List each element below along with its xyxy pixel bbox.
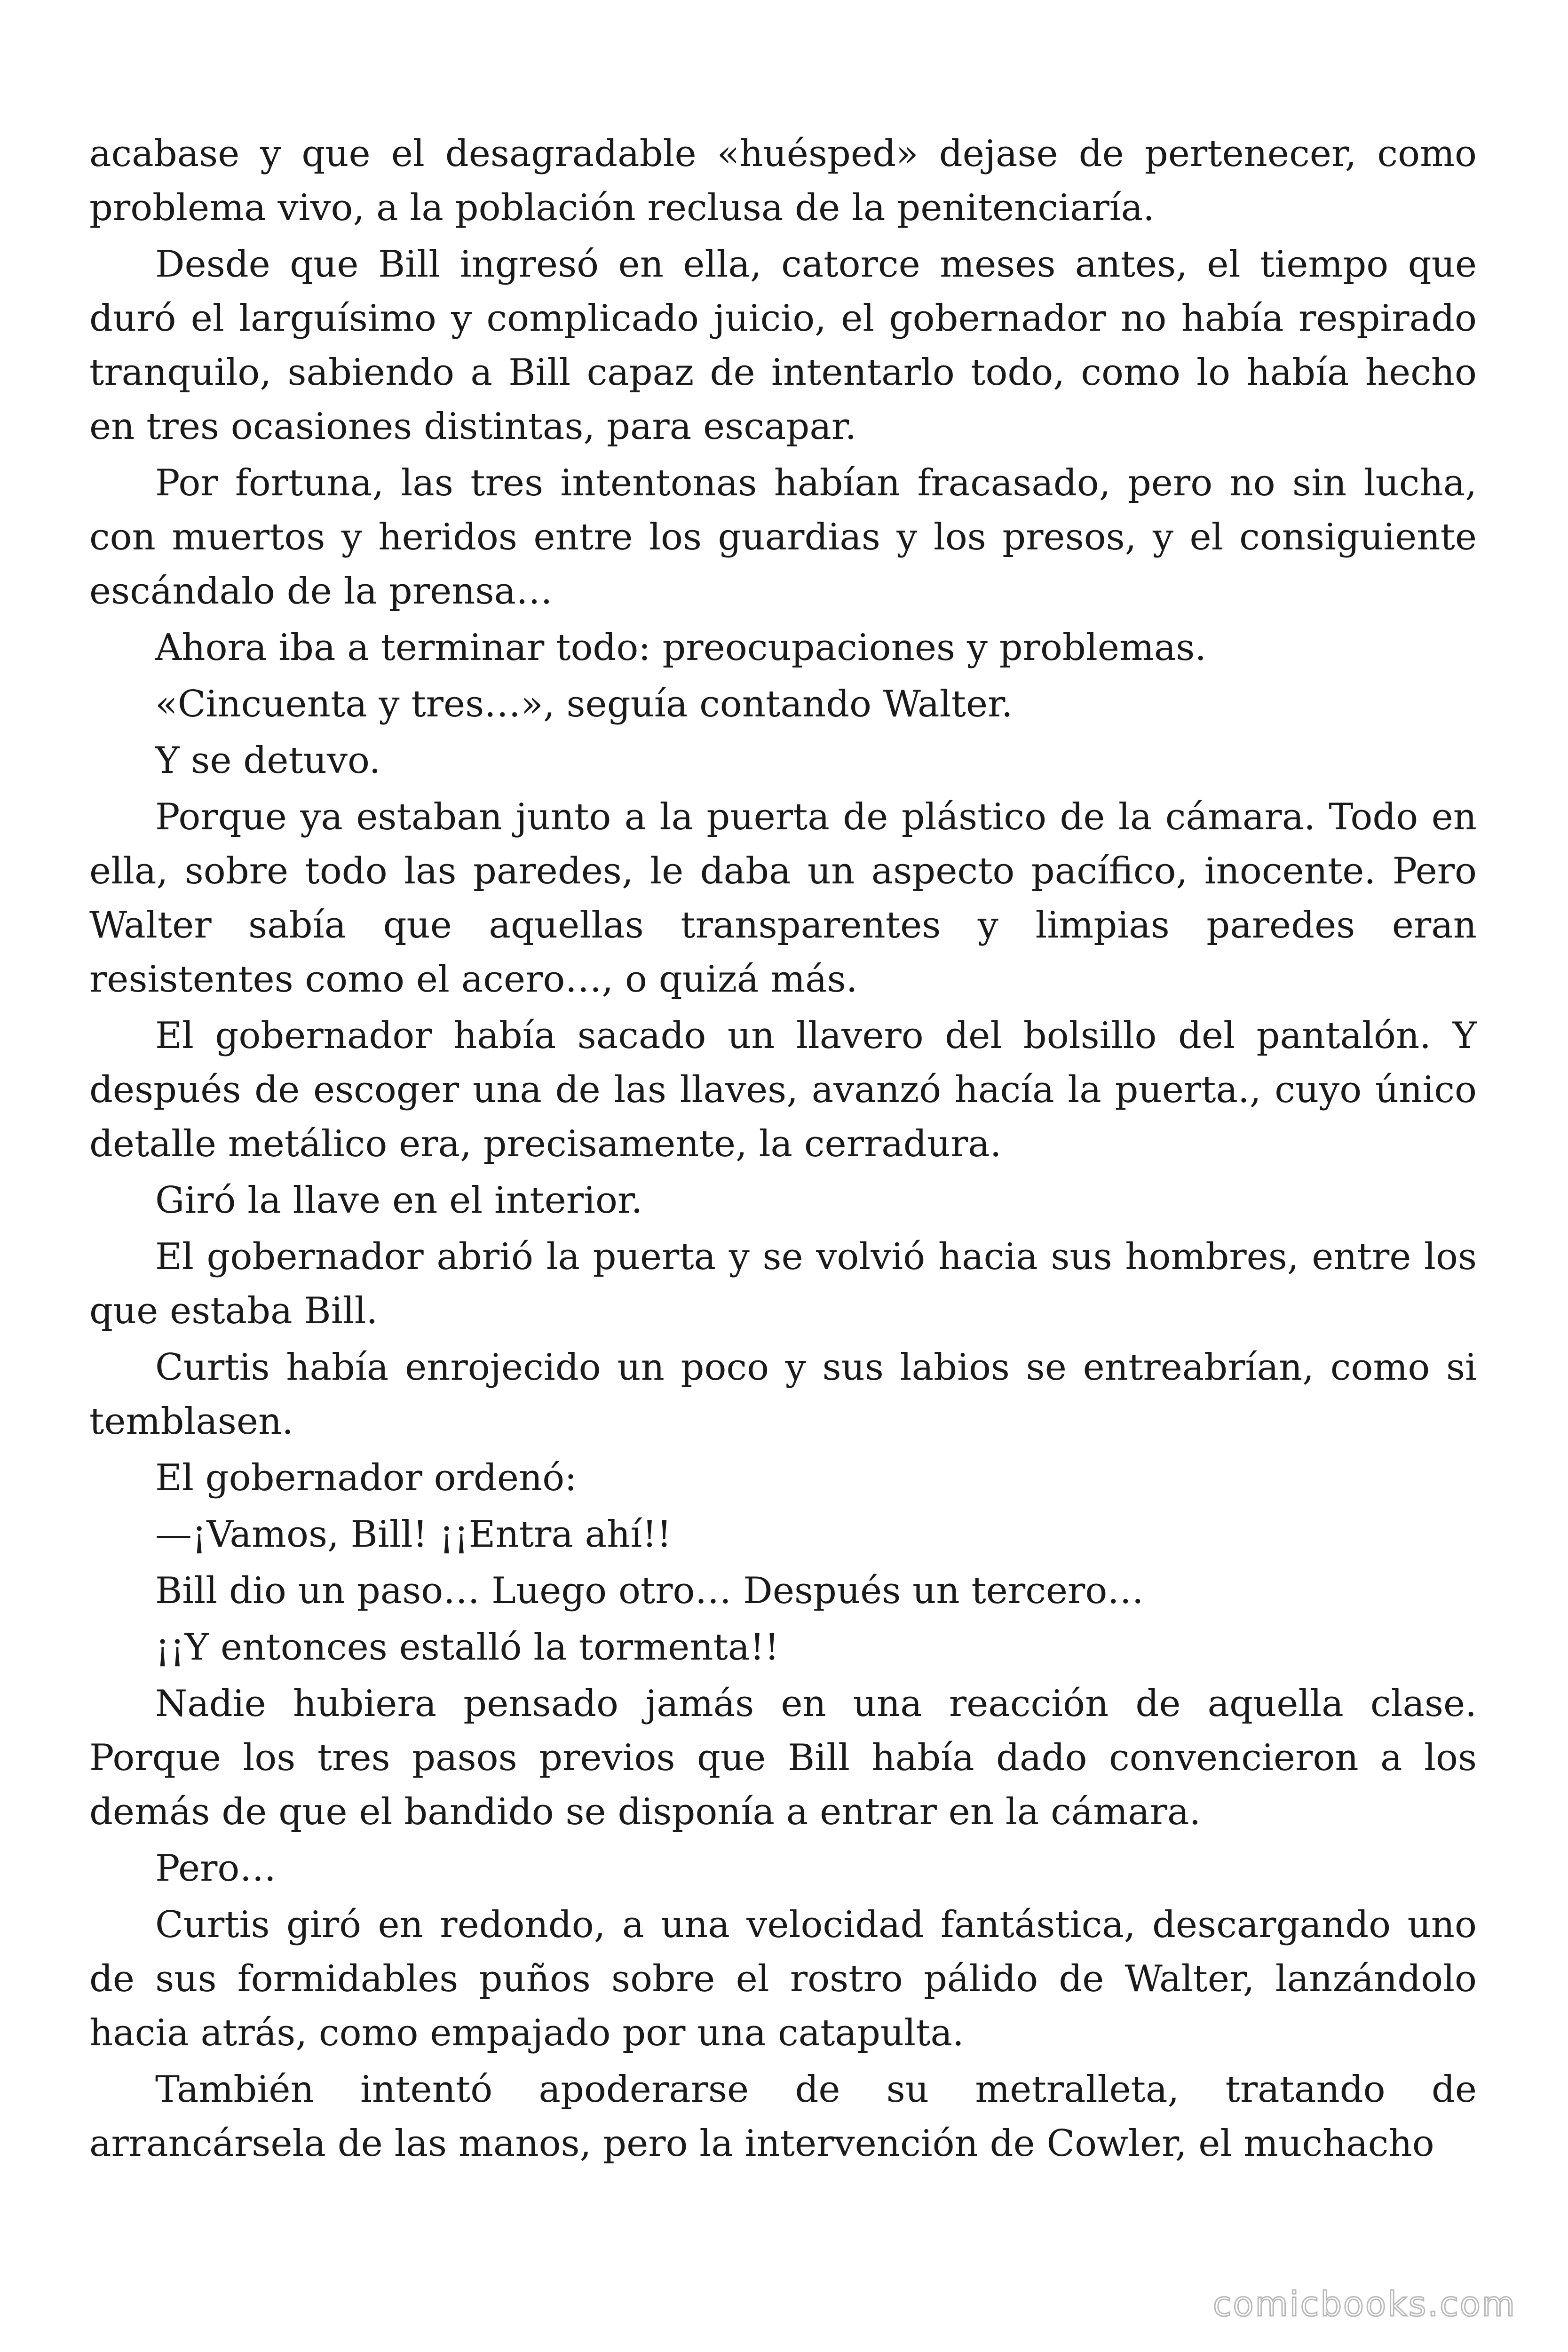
paragraph: Ahora iba a terminar todo: preocupaciones y problemas. xyxy=(155,627,1207,669)
paragraph: Giró la llave en el interior. xyxy=(155,1179,643,1222)
paragraph: El gobernador había sacado un llavero del bolsillo del pantalón. Y después de escoger una de las llaves, avanzó hacía la puerta., cuyo único detalle metálico era, precisamente, la cerradura. xyxy=(89,1015,1477,1165)
paragraph: Desde que Bill ingresó en ella, catorce meses antes, el tiempo que duró el larguísimo y complicado juicio, el gobernador no había respirado tranquilo, sabiendo a Bill capaz de intentarlo todo, como lo había hecho en tres ocasiones distintas, para escapar. xyxy=(89,243,1477,448)
paragraph: Y se detuvo. xyxy=(155,739,381,782)
paragraph: «Cincuenta y tres…», seguía contando Walter. xyxy=(155,683,1013,725)
paragraph: También intentó apoderarse de su metralleta, tratando de arrancársela de las manos, pero la intervención de Cowler, el muchacho xyxy=(89,2068,1477,2165)
paragraph: —¡Vamos, Bill! ¡¡Entra ahí!! xyxy=(155,1513,672,1556)
paragraph: Por fortuna, las tres intentonas habían fracasado, pero no sin lucha, con muertos y heridos entre los guardias y los presos, y el consiguiente escándalo de la prensa… xyxy=(89,462,1477,612)
paragraph: El gobernador ordenó: xyxy=(155,1457,577,1499)
watermark: comicbooks.com xyxy=(1212,2284,1516,2324)
paragraph: acabase y que el desagradable «huésped» dejase de pertenecer, como problema vivo, a la población reclusa de la penitenciaría. xyxy=(89,133,1477,229)
paragraph: Porque ya estaban junto a la puerta de plástico de la cámara. Todo en ella, sobre todo las paredes, le daba un aspecto pacífico, inocente. Pero Walter sabía que aquellas transparentes y limpias paredes eran resistentes como el acero…, o quizá más. xyxy=(89,796,1477,1001)
paragraph: Bill dio un paso… Luego otro… Después un tercero… xyxy=(155,1570,1144,1612)
paragraph: ¡¡Y entonces estalló la tormenta!! xyxy=(155,1626,779,1669)
paragraph: Curtis había enrojecido un poco y sus labios se entreabrían, como si temblasen. xyxy=(89,1346,1477,1443)
paragraph: Nadie hubiera pensado jamás en una reacción de aquella clase. Porque los tres pasos previos que Bill había dado convencieron a los demás de que el bandido se disponía a entrar en la cámara. xyxy=(89,1683,1477,1833)
page-body xyxy=(89,127,1477,2234)
paragraph: El gobernador abrió la puerta y se volvió hacia sus hombres, entre los que estaba Bill. xyxy=(89,1236,1477,1332)
paragraph: Pero… xyxy=(155,1847,277,1890)
paragraph: Curtis giró en redondo, a una velocidad fantástica, descargando uno de sus formidables puños sobre el rostro pálido de Walter, lanzándolo hacia atrás, como empajado por una catapulta. xyxy=(89,1904,1477,2054)
